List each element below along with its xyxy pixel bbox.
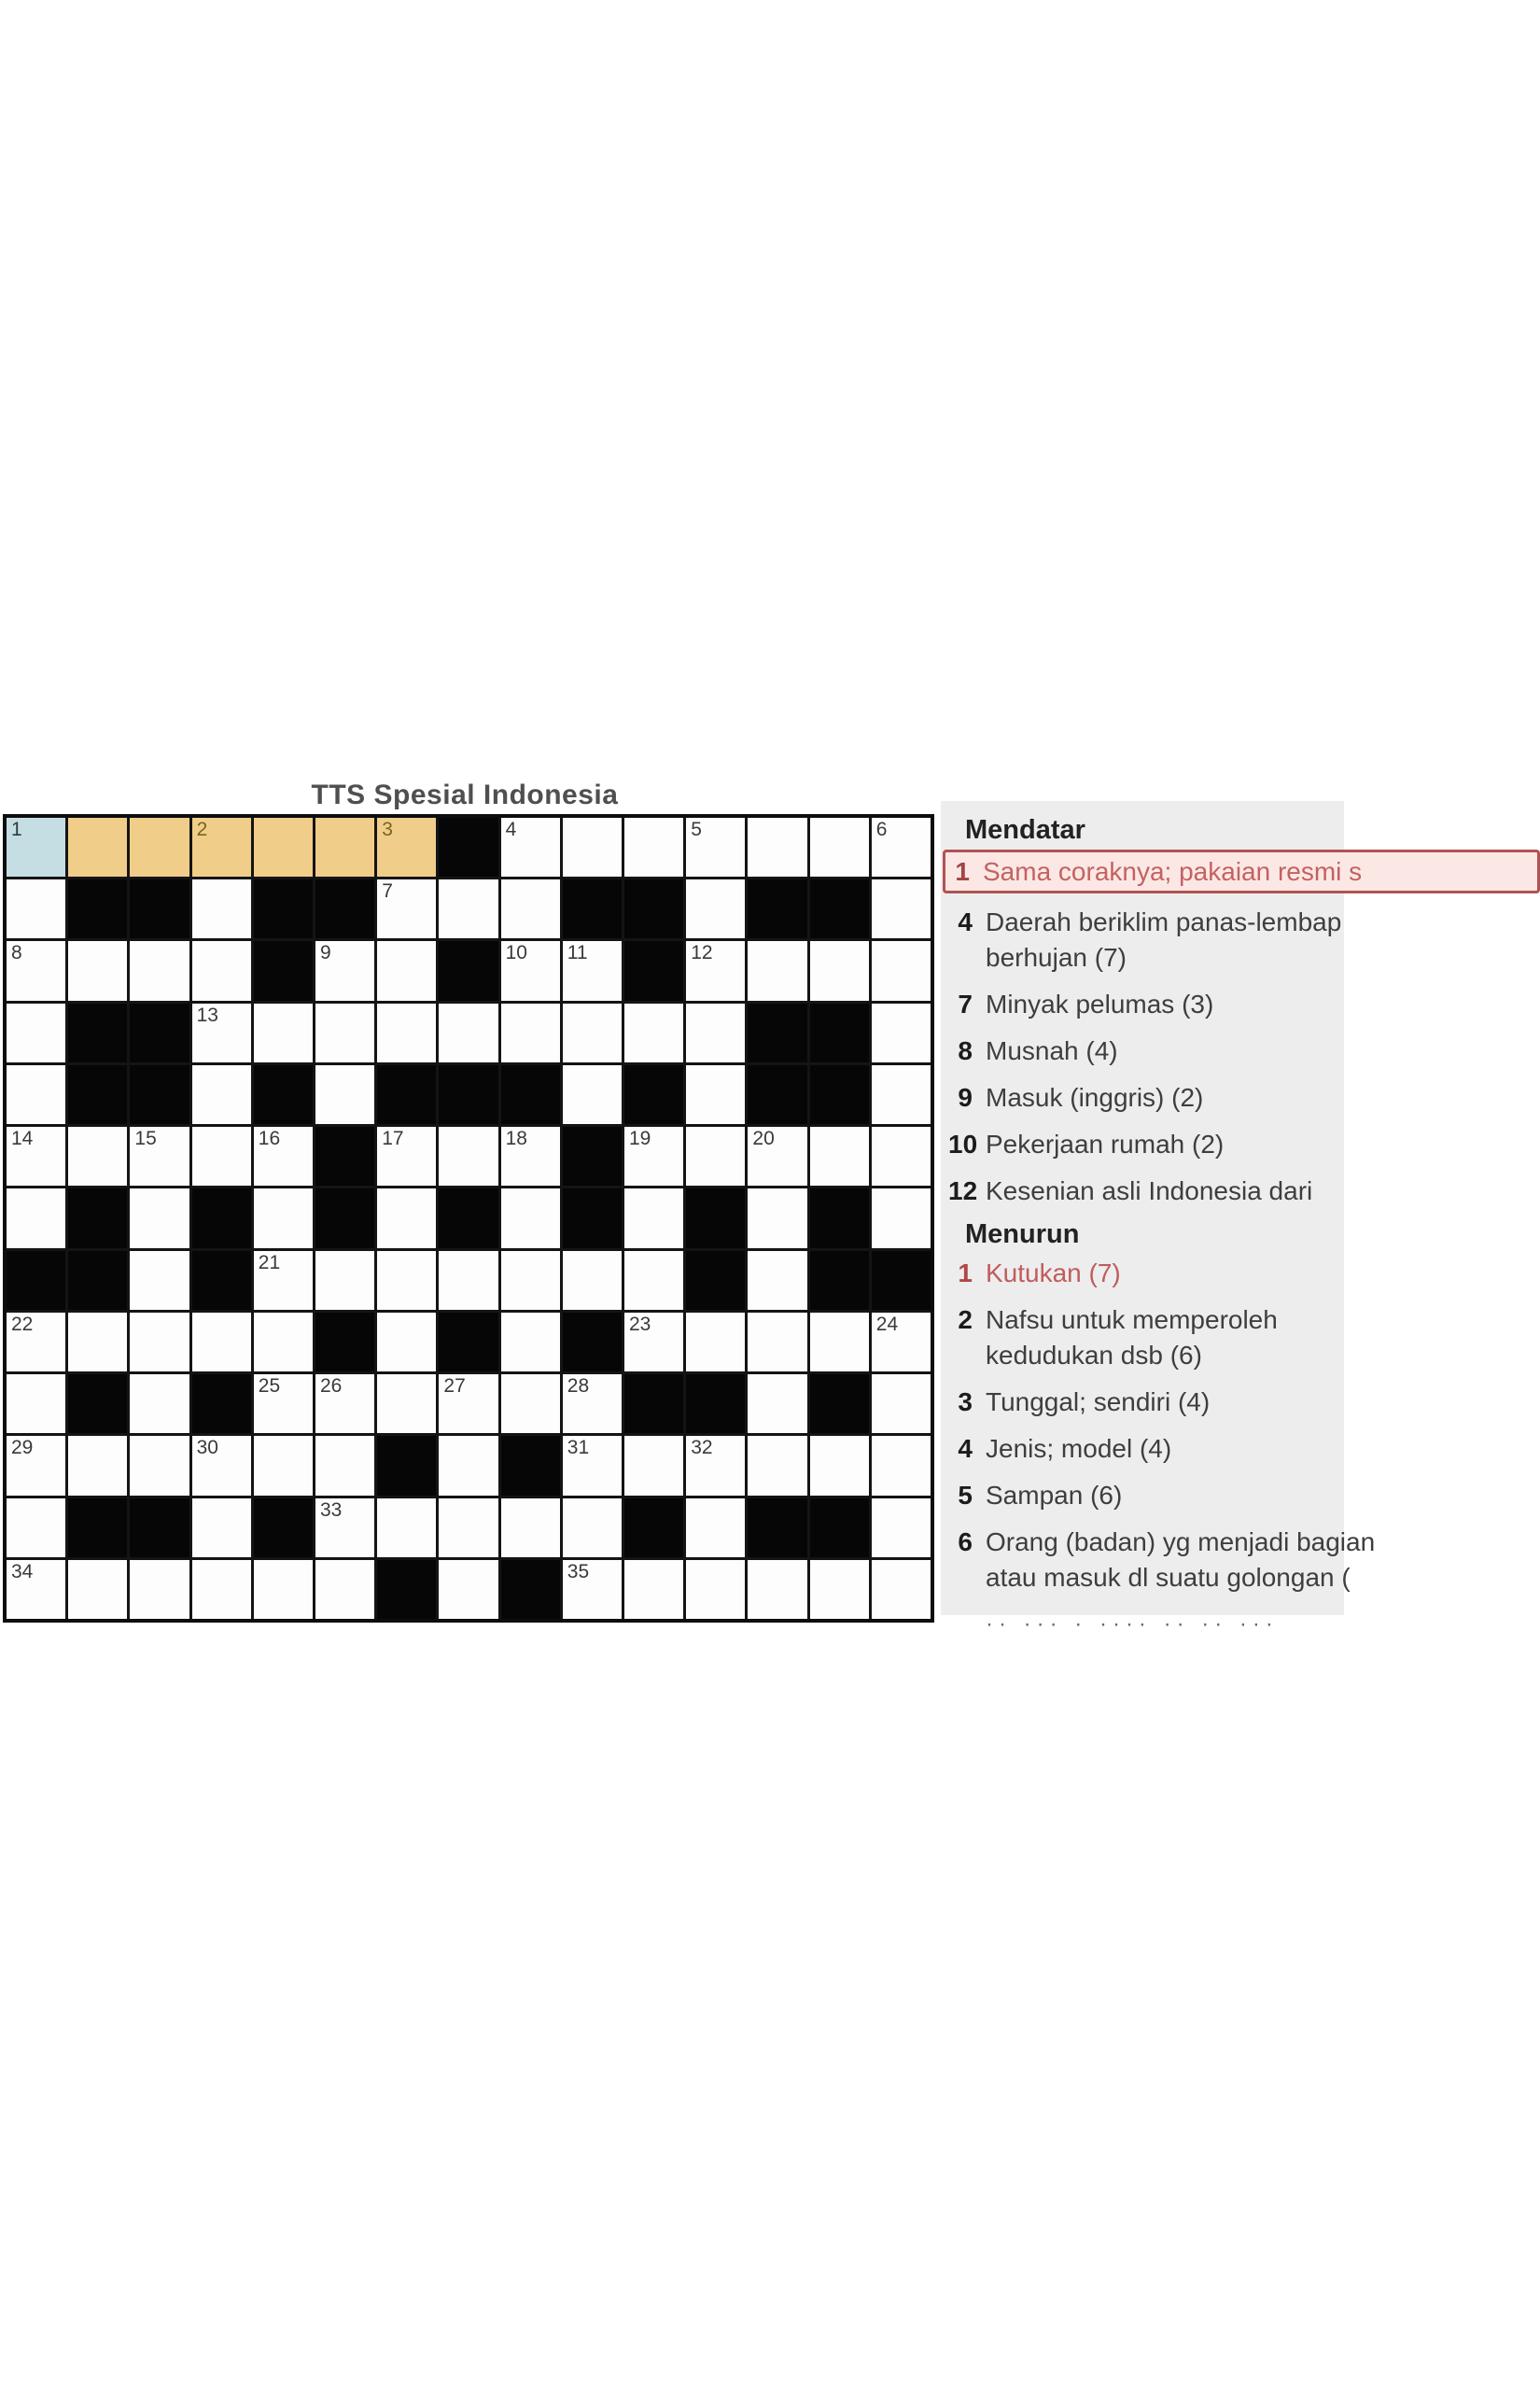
grid-cell-black [748,879,806,938]
grid-cell-black [810,1188,869,1247]
grid-cell[interactable] [377,1004,436,1062]
grid-cell[interactable] [501,1127,560,1186]
cell-number: 3 [382,819,393,840]
grid-cell-black [810,1065,869,1124]
clue-item[interactable] [948,905,1344,976]
grid-cell-black [748,1004,806,1062]
cell-number: 15 [134,1128,157,1150]
grid-cell[interactable] [254,1188,313,1247]
cell-number: 22 [11,1313,34,1335]
grid-cell[interactable] [68,1313,127,1371]
grid-cell[interactable] [748,818,806,877]
grid-cell[interactable] [624,1188,683,1247]
clue-number: 4 [958,1434,973,1463]
clue-item[interactable] [948,987,1344,1022]
clue-text: Musnah (4) [986,1036,1118,1065]
grid-cell[interactable] [439,1127,497,1186]
grid-cell-black [315,879,374,938]
grid-cell-black [810,1498,869,1557]
clue-number: 1 [958,1258,973,1287]
grid-cell[interactable] [192,879,251,938]
grid-cell-black [439,1188,497,1247]
cell-number: 11 [567,942,588,964]
clue-item[interactable] [948,1174,1344,1209]
grid-cell-black [439,818,497,877]
cell-number: 25 [258,1375,281,1398]
grid-cell[interactable] [377,1251,436,1310]
crossword-grid [3,814,934,1623]
grid-cell[interactable] [501,941,560,1000]
grid-cell-black [624,941,683,1000]
clue-number: 2 [958,1305,973,1334]
cell-number: 10 [505,942,527,964]
cell-number: 26 [320,1375,343,1398]
grid-cell[interactable] [315,1251,374,1310]
grid-cell[interactable] [501,1498,560,1557]
grid-cell[interactable] [686,1127,745,1186]
grid-cell-black [68,1188,127,1247]
down-header: Menurun [965,1219,1080,1249]
cell-number: 29 [11,1437,34,1459]
clue-item[interactable] [948,1431,1344,1467]
grid-cell[interactable] [315,818,374,877]
grid-cell[interactable] [254,1560,313,1619]
clue-text: Minyak pelumas (3) [986,990,1214,1019]
clue-text: Sampan (6) [986,1481,1123,1510]
clue-number: 6 [958,1527,973,1556]
grid-cell-black [377,1436,436,1495]
grid-cell[interactable] [810,818,869,877]
cell-number: 34 [11,1560,34,1582]
grid-cell[interactable] [192,1004,251,1062]
grid-cell[interactable] [563,1004,622,1062]
grid-cell-black [439,1065,497,1124]
grid-cell[interactable] [377,1498,436,1557]
grid-cell[interactable] [377,1127,436,1186]
grid-cell-black [254,879,313,938]
grid-cell[interactable] [748,1251,806,1310]
grid-cell-black [501,1065,560,1124]
grid-cell-black [563,1127,622,1186]
grid-cell-black [68,879,127,938]
grid-cell[interactable] [315,1560,374,1619]
grid-cell[interactable] [563,941,622,1000]
grid-cell[interactable] [872,1498,931,1557]
cell-number: 32 [691,1437,713,1459]
across-clue-list [948,905,1344,1209]
grid-cell[interactable] [130,1560,189,1619]
grid-cell-black [563,1313,622,1371]
grid-cell[interactable] [7,1560,65,1619]
grid-cell-black [563,879,622,938]
grid-cell[interactable] [748,1560,806,1619]
grid-cell-black [810,1004,869,1062]
grid-cell-black [192,1251,251,1310]
grid-cell[interactable] [7,1188,65,1247]
cell-number: 16 [258,1128,281,1150]
clue-item[interactable] [948,1385,1344,1420]
clue-item[interactable] [948,1302,1344,1373]
grid-cell[interactable] [872,1004,931,1062]
grid-cell[interactable] [563,1374,622,1433]
cell-number: 2 [196,819,208,840]
grid-cell[interactable] [563,1560,622,1619]
grid-cell[interactable] [192,1313,251,1371]
grid-cell[interactable] [130,1374,189,1433]
grid-cell[interactable] [501,818,560,877]
grid-cell[interactable] [748,1127,806,1186]
grid-cell[interactable] [315,1004,374,1062]
grid-cell[interactable] [192,1498,251,1557]
clue-item[interactable] [948,1080,1344,1116]
grid-cell[interactable] [810,941,869,1000]
grid-cell[interactable] [68,818,127,877]
clue-number: 7 [958,990,973,1019]
grid-cell[interactable] [7,1127,65,1186]
grid-cell-black [563,1188,622,1247]
grid-cell[interactable] [810,1560,869,1619]
grid-cell[interactable] [624,818,683,877]
grid-cell[interactable] [439,1374,497,1433]
grid-cell[interactable] [439,1560,497,1619]
grid-cell[interactable] [624,1560,683,1619]
grid-cell[interactable] [872,1436,931,1495]
grid-cell-black [686,1188,745,1247]
grid-cell[interactable] [624,1127,683,1186]
grid-cell-black [130,1004,189,1062]
cell-number: 23 [629,1313,651,1335]
grid-cell-black [377,1560,436,1619]
clue-text: Daerah beriklim panas-lembap berhujan (7) [986,907,1342,972]
grid-cell[interactable] [686,1313,745,1371]
grid-cell[interactable] [439,1251,497,1310]
clue-text: Jenis; model (4) [986,1434,1172,1463]
grid-cell[interactable] [7,1374,65,1433]
grid-cell[interactable] [501,879,560,938]
grid-cell[interactable] [315,1374,374,1433]
clue-number: 5 [958,1481,973,1510]
grid-cell[interactable] [810,1127,869,1186]
grid-cell[interactable] [686,879,745,938]
selected-clue-number: 1 [955,856,970,886]
grid-cell[interactable] [254,1127,313,1186]
grid-cell[interactable] [624,1004,683,1062]
grid-cell[interactable] [501,1251,560,1310]
clipped-clue-fragment: ·· ··· · ···· ·· ·· ··· [986,1611,1279,1637]
grid-cell[interactable] [7,1313,65,1371]
grid-cell[interactable] [748,1374,806,1433]
grid-cell[interactable] [7,879,65,938]
grid-cell-black [501,1560,560,1619]
grid-cell-black [130,1065,189,1124]
grid-cell[interactable] [686,941,745,1000]
grid-cell[interactable] [501,1313,560,1371]
cell-number: 7 [382,880,393,903]
grid-cell-black [315,1188,374,1247]
grid-cell-black [439,941,497,1000]
grid-cell[interactable] [254,1251,313,1310]
cell-number: 12 [691,942,713,964]
grid-cell[interactable] [192,1436,251,1495]
grid-cell[interactable] [192,818,251,877]
grid-cell[interactable] [377,879,436,938]
grid-cell-black [624,879,683,938]
clue-item[interactable] [948,1127,1344,1162]
down-clue-list [948,1256,1376,1596]
clue-text: Masuk (inggris) (2) [986,1083,1204,1112]
grid-cell-black [130,1498,189,1557]
clue-text: Kutukan (7) [986,1258,1121,1287]
grid-cell[interactable] [872,1313,931,1371]
cell-number: 4 [505,819,517,840]
clue-number: 9 [958,1083,973,1112]
selected-clue[interactable] [943,850,1540,893]
grid-cell[interactable] [192,1065,251,1124]
grid-cell[interactable] [624,1313,683,1371]
grid-cell-black [748,1065,806,1124]
grid-cell-black [315,1127,374,1186]
clue-number: 10 [948,1130,978,1159]
grid-cell[interactable] [7,941,65,1000]
grid-cell[interactable] [377,1374,436,1433]
grid-cell[interactable] [563,1436,622,1495]
grid-cell[interactable] [254,1436,313,1495]
grid-cell[interactable] [624,1251,683,1310]
grid-cell[interactable] [377,1188,436,1247]
grid-cell-black [68,1251,127,1310]
grid-cell-black [68,1004,127,1062]
grid-cell[interactable] [748,941,806,1000]
grid-cell[interactable] [686,1004,745,1062]
grid-cell[interactable] [130,1251,189,1310]
cell-number: 31 [567,1437,590,1459]
clues-panel [941,801,1376,1637]
grid-cell[interactable] [130,818,189,877]
grid-cell-black [810,879,869,938]
grid-cell[interactable] [872,1188,931,1247]
grid-cell[interactable] [563,1498,622,1557]
grid-cell[interactable] [192,1560,251,1619]
clue-text: Pekerjaan rumah (2) [986,1130,1225,1159]
grid-cell[interactable] [748,1313,806,1371]
grid-cell[interactable] [315,1498,374,1557]
grid-cell[interactable] [130,941,189,1000]
grid-cell[interactable] [130,1313,189,1371]
cell-number: 35 [567,1560,590,1582]
cell-number: 14 [11,1128,34,1150]
grid-cell[interactable] [68,1127,127,1186]
grid-cell[interactable] [563,818,622,877]
grid-cell[interactable] [872,1374,931,1433]
grid-cell[interactable] [7,1004,65,1062]
cell-number: 30 [196,1437,218,1459]
grid-cell[interactable] [254,818,313,877]
grid-cell[interactable] [501,1374,560,1433]
grid-cell-black [872,1251,931,1310]
clue-text: Orang (badan) yg menjadi bagian atau masuk dl suatu golongan ( [986,1527,1376,1592]
cell-number: 18 [505,1128,527,1150]
grid-cell[interactable] [130,1127,189,1186]
grid-cell[interactable] [377,941,436,1000]
grid-cell-black [68,1065,127,1124]
grid-cell[interactable] [686,818,745,877]
clue-text: Tunggal; sendiri (4) [986,1387,1211,1416]
grid-cell[interactable] [872,1560,931,1619]
selected-clue-text: Sama coraknya; pakaian resmi s [983,856,1363,886]
grid-cell[interactable] [254,1004,313,1062]
cell-number: 1 [11,819,22,840]
grid-cell-black [686,1251,745,1310]
grid-cell-black [254,1498,313,1557]
grid-cell[interactable] [7,818,65,877]
cell-number: 20 [752,1128,775,1150]
grid-cell-black [68,1374,127,1433]
grid-cell-black [377,1065,436,1124]
grid-cell[interactable] [130,1188,189,1247]
grid-cell-black [501,1436,560,1495]
clue-item[interactable] [948,1033,1344,1069]
grid-cell[interactable] [254,1374,313,1433]
cell-number: 17 [382,1128,404,1150]
grid-cell[interactable] [501,1188,560,1247]
grid-cell-black [624,1065,683,1124]
cell-number: 24 [875,1313,899,1335]
grid-cell[interactable] [686,1065,745,1124]
grid-cell[interactable] [68,941,127,1000]
grid-cell-black [254,1065,313,1124]
grid-cell[interactable] [748,1436,806,1495]
grid-cell[interactable] [563,1065,622,1124]
grid-cell[interactable] [872,879,931,938]
grid-cell[interactable] [7,1436,65,1495]
grid-cell[interactable] [377,818,436,877]
grid-cell[interactable] [439,1498,497,1557]
grid-cell[interactable] [254,1313,313,1371]
grid-cell[interactable] [872,941,931,1000]
grid-cell[interactable] [872,1065,931,1124]
cell-number: 9 [320,942,331,964]
grid-cell-black [439,1313,497,1371]
grid-cell-black [810,1251,869,1310]
clue-text: Kesenian asli Indonesia dari [986,1176,1313,1205]
grid-cell[interactable] [7,1065,65,1124]
grid-cell[interactable] [315,1436,374,1495]
grid-cell[interactable] [872,818,931,877]
cell-number: 27 [443,1375,466,1398]
grid-cell[interactable] [192,1127,251,1186]
cell-number: 6 [875,819,888,840]
grid-cell[interactable] [501,1004,560,1062]
grid-cell[interactable] [872,1127,931,1186]
clue-number: 3 [958,1387,973,1416]
grid-cell[interactable] [315,1065,374,1124]
puzzle-title: TTS Spesial Indonesia [311,780,619,810]
grid-cell-black [192,1374,251,1433]
grid-cell[interactable] [439,1004,497,1062]
grid-cell-black [192,1188,251,1247]
clue-number: 8 [958,1036,973,1065]
grid-cell[interactable] [68,1436,127,1495]
cell-number: 8 [11,942,22,964]
clue-item[interactable] [948,1478,1344,1513]
grid-cell[interactable] [439,879,497,938]
grid-cell-black [254,941,313,1000]
cell-number: 19 [629,1128,651,1150]
grid-cell[interactable] [377,1313,436,1371]
grid-cell[interactable] [810,1313,869,1371]
clue-number: 4 [958,907,973,936]
grid-cell[interactable] [315,941,374,1000]
cell-number: 33 [320,1498,343,1521]
grid-cell[interactable] [810,1436,869,1495]
grid-cell[interactable] [748,1188,806,1247]
grid-cell-black [686,1374,745,1433]
grid-cell[interactable] [686,1560,745,1619]
grid-cell[interactable] [68,1560,127,1619]
grid-cell-black [68,1498,127,1557]
grid-cell-black [315,1313,374,1371]
grid-cell[interactable] [7,1498,65,1557]
cell-number: 28 [567,1375,590,1398]
grid-cell-black [624,1374,683,1433]
clue-item[interactable] [948,1256,1344,1291]
across-header: Mendatar [965,815,1085,845]
grid-cell[interactable] [686,1436,745,1495]
grid-cell-black [130,879,189,938]
grid-cell[interactable] [439,1436,497,1495]
grid-cell[interactable] [130,1436,189,1495]
grid-cell-black [810,1374,869,1433]
clue-number: 12 [948,1176,978,1205]
cell-number: 21 [258,1251,281,1273]
grid-cell[interactable] [624,1436,683,1495]
grid-cell[interactable] [563,1251,622,1310]
cell-number: 5 [691,819,702,840]
clue-text: Nafsu untuk memperoleh kedudukan dsb (6) [986,1305,1278,1370]
grid-cell-black [624,1498,683,1557]
grid-cell[interactable] [686,1498,745,1557]
clue-item[interactable] [948,1525,1376,1596]
cell-number: 13 [196,1004,218,1026]
grid-cell[interactable] [192,941,251,1000]
grid-cell-black [748,1498,806,1557]
grid-cell-black [7,1251,65,1310]
